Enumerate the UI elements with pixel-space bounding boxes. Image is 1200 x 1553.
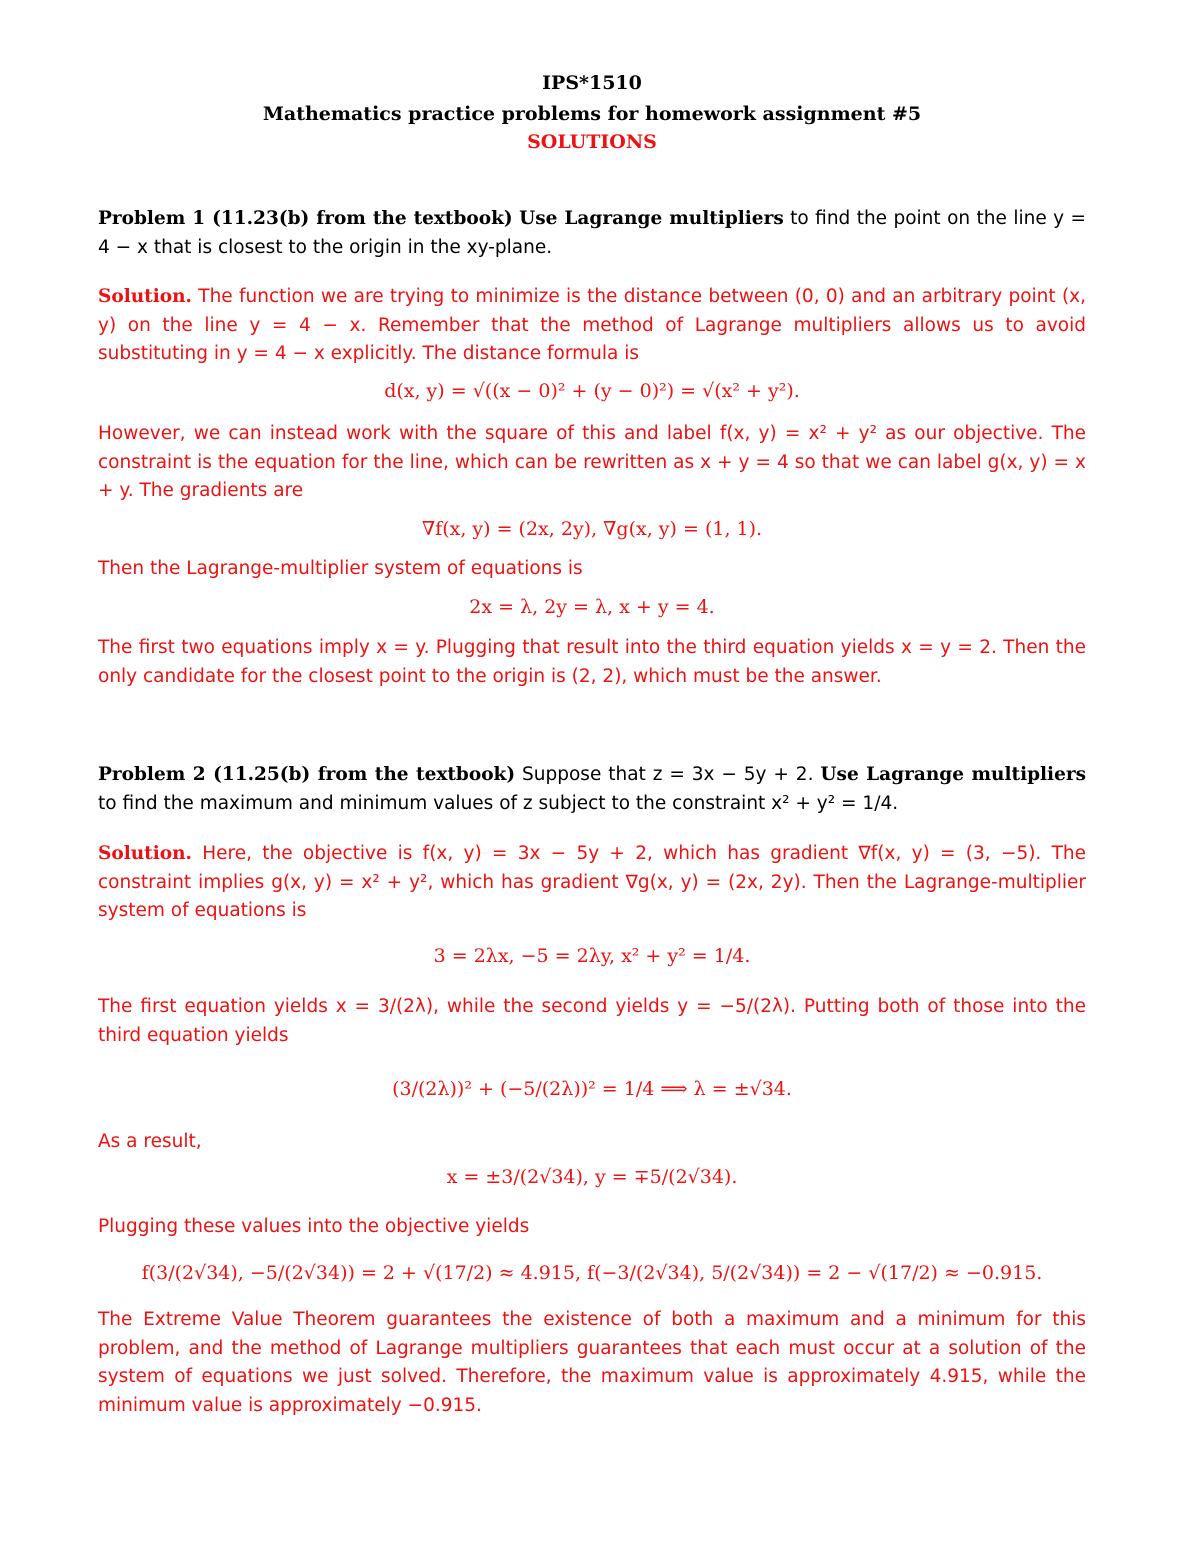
problem2-statement-rest: to find the maximum and minimum values of z subject to the constraint x² + y² = 1/4.: [98, 792, 899, 814]
problem2-para3: As a result,: [98, 1131, 202, 1152]
problem2-solution-label: Solution.: [98, 843, 192, 864]
problem1-eq-gradients: ∇f(x, y) = (2x, 2y), ∇g(x, y) = (1, 1).: [421, 518, 763, 540]
problem2-eq-lambda: (3/(2λ))² + (−5/(2λ))² = 1/4 ⟹ λ = ±√34.: [392, 1078, 792, 1100]
problem1-para3: Then the Lagrange-multiplier system of equations is: [98, 558, 583, 579]
problem2-solution-para1: [98, 840, 1086, 926]
problem2-para2: The first equation yields x = 3/(2λ), while the second yields y = −5/(2λ). Putting both of those into the third equation yields: [98, 996, 1086, 1046]
problem1-solution-para1: [98, 283, 1086, 369]
problem2-eq-xy: x = ±3/(2√34), y = ∓5/(2√34).: [446, 1166, 738, 1188]
problem2-conclusion: The Extreme Value Theorem guarantees the existence of both a maximum and a minimum for this problem, and the method of Lagrange multipliers guarantees that each must occur at a solution of the system of equations we just solved. Therefore, the maximum value is approximately 4.915, while the minimum value is approximately −0.915.: [98, 1309, 1086, 1416]
problem1-para4: The first two equations imply x = y. Plugging that result into the third equation yields x = y = 2. Then the only candidate for the closest point to the origin is (2, 2), which must be the answer.: [98, 637, 1086, 687]
problem2-para1-text: Here, the objective is f(x, y) = 3x − 5y + 2, which has gradient ∇f(x, y) = (3, −5). The constraint implies g(x, y) = x² + y², which has gradient ∇g(x, y) = (2x, 2y). Then the Lagrange-multiplier system of equations is: [98, 843, 1086, 921]
problem1-para2: However, we can instead work with the square of this and label f(x, y) = x² + y² as our objective. The constraint is the equation for the line, which can be rewritten as x + y = 4 so that we can label g(x, y) = x + y. The gradients are: [98, 423, 1086, 501]
problem1-para1-text: The function we are trying to minimize is the distance between (0, 0) and an arbitrary point (x, y) on the line y = 4 − x. Remember that the method of Lagrange multipliers allows us to avoid substituting in y = 4 − x explicitly. The distance formula is: [98, 286, 1086, 364]
problem1-eq-system: 2x = λ, 2y = λ, x + y = 4.: [469, 596, 715, 618]
problem2-para4: Plugging these values into the objective yields: [98, 1216, 530, 1237]
problem1-heading: Problem 1 (11.23(b) from the textbook): [98, 208, 513, 229]
solutions-heading: SOLUTIONS: [527, 131, 657, 153]
problem1-statement-rest: to find the point on the line y = 4 − x that is closest to the origin in the xy-plane.: [98, 208, 1086, 258]
problem2-statement: [98, 761, 1086, 818]
problem1-solution-label: Solution.: [98, 286, 192, 307]
problem2-eq-objective-values: f(3/(2√34), −5/(2√34)) = 2 + √(17/2) ≈ 4.915, f(−3/(2√34), 5/(2√34)) = 2 − √(17/2) ≈ −0.915.: [141, 1262, 1043, 1284]
document-title: Mathematics practice problems for homework assignment #5: [262, 103, 922, 125]
problem1-bold-lead: Use Lagrange multipliers: [519, 208, 784, 229]
problem2-heading: Problem 2 (11.25(b) from the textbook): [98, 764, 516, 785]
problem2-statement-text: Suppose that z = 3x − 5y + 2.: [522, 764, 814, 785]
problem2-bold-lead: Use Lagrange multipliers: [820, 764, 1087, 785]
course-code: IPS*1510: [542, 72, 642, 94]
problem1-statement: [98, 205, 1086, 262]
problem1-eq-distance: d(x, y) = √((x − 0)² + (y − 0)²) = √(x² + y²).: [384, 380, 800, 402]
problem2-eq-system: 3 = 2λx, −5 = 2λy, x² + y² = 1/4.: [433, 945, 751, 967]
